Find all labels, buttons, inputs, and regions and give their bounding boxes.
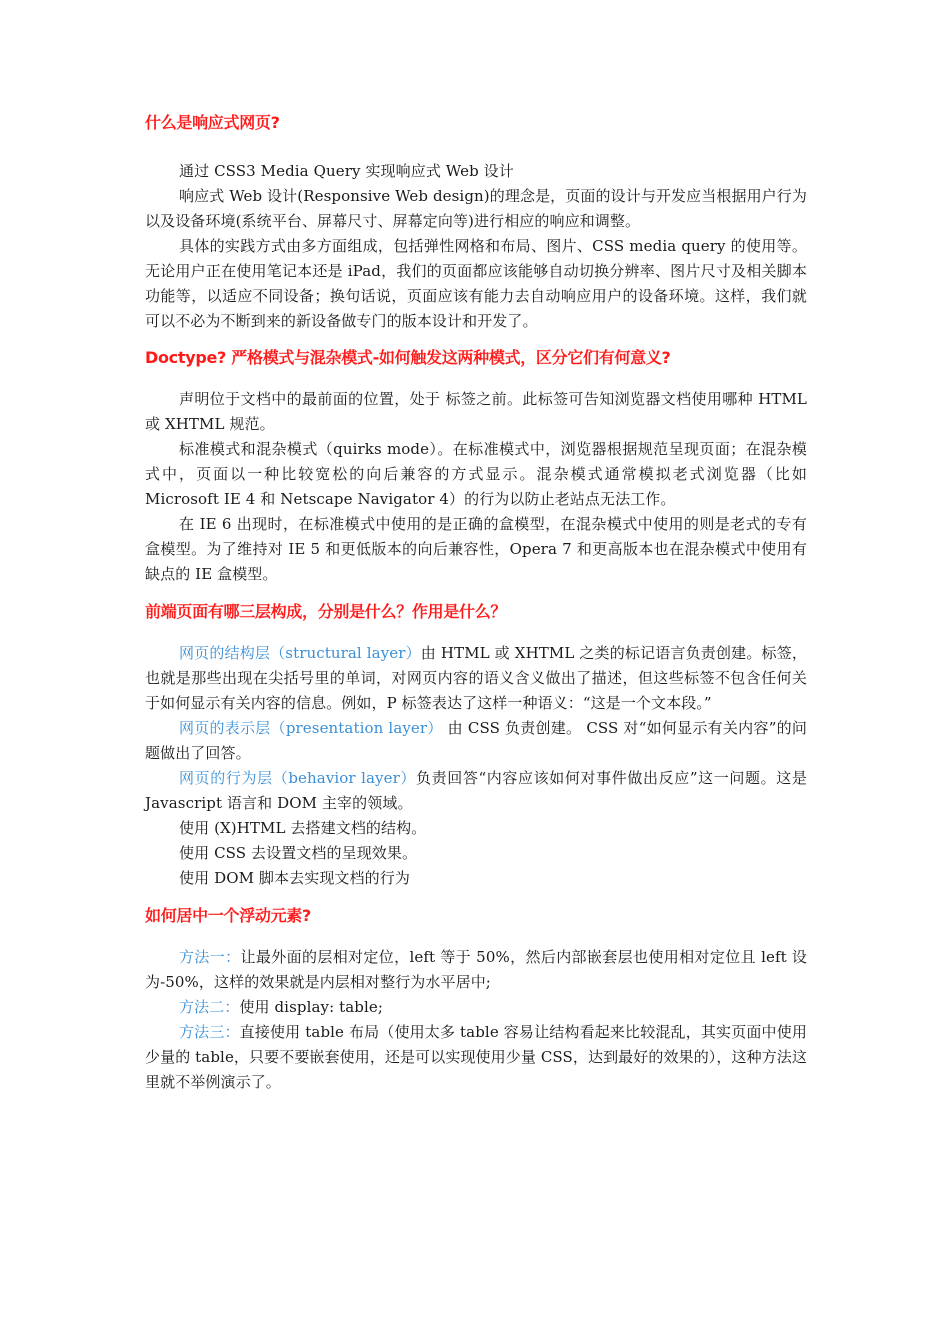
paragraph-text: 由 CSS 负责创建。 CSS 对“如何显示有关内容”的问题做出了回答。	[145, 719, 807, 762]
paragraph-text: 直接使用 table 布局（使用太多 table 容易让结构看起来比较混乱，其实页面中使用少量的 table，只要不要嵌套使用，还是可以实现使用少量 CSS，达到最好的效果的），这种方法这里就不举例演示了。	[145, 1023, 807, 1091]
behavior-layer-term: 网页的行为层（behavior layer）	[179, 769, 416, 787]
paragraph: 在 IE 6 出现时，在标准模式中使用的是正确的盒模型，在混杂模式中使用的则是老式的专有盒模型。为了维持对 IE 5 和更低版本的向后兼容性，Opera 7 和更高版本也在混杂模式中使用有缺点的 IE 盒模型。	[145, 515, 807, 583]
paragraph	[145, 945, 807, 995]
paragraph	[145, 1020, 807, 1095]
paragraph: 使用 DOM 脚本去实现文档的行为	[179, 869, 410, 887]
paragraph	[145, 766, 807, 816]
paragraph: 响应式 Web 设计(Responsive Web design)的理念是，页面的设计与开发应当根据用户行为以及设备环境(系统平台、屏幕尺寸、屏幕定向等)进行相应的响应和调整。	[145, 187, 807, 230]
section-body-layers	[145, 641, 807, 891]
paragraph	[145, 995, 807, 1020]
paragraph	[145, 716, 807, 766]
paragraph: 使用 CSS 去设置文档的呈现效果。	[179, 844, 418, 862]
presentation-layer-term: 网页的表示层（presentation layer）	[179, 719, 443, 737]
method-three-label: 方法三：	[179, 1023, 240, 1041]
paragraph-text: 负责回答“内容应该如何对事件做出反应”这一问题。这是 Javascript 语言和 DOM 主宰的领域。	[145, 769, 807, 812]
section-heading-center-float: 如何居中一个浮动元素?	[145, 906, 311, 925]
document-page	[145, 108, 807, 1095]
paragraph-text: 由 HTML 或 XHTML 之类的标记语言负责创建。标签，也就是那些出现在尖括号里的单词，对网页内容的语义含义做出了描述，但这些标签不包含任何关于如何显示有关内容的信息。例如，P 标签表达了这样一种语义：“这是一个文本段。”	[145, 644, 807, 712]
method-one-label: 方法一：	[179, 948, 241, 966]
section-body-doctype	[145, 387, 807, 587]
paragraph: 具体的实践方式由多方面组成，包括弹性网格和布局、图片、CSS media query 的使用等。无论用户正在使用笔记本还是 iPad，我们的页面都应该能够自动切换分辨率、图片尺寸及相关脚本功能等，以适应不同设备；换句话说，页面应该有能力去自动响应用户的设备环境。这样，我们就可以不必为不断到来的新设备做专门的版本设计和开发了。	[145, 237, 807, 330]
section-body-responsive	[145, 159, 807, 334]
paragraph-text: 让最外面的层相对定位，left 等于 50%，然后内部嵌套层也使用相对定位且 left 设为-50%，这样的效果就是内层相对整行为水平居中;	[145, 948, 807, 991]
section-heading-layers: 前端页面有哪三层构成，分别是什么？作用是什么？	[145, 602, 507, 621]
structural-layer-term: 网页的结构层（structural layer）	[179, 644, 421, 662]
method-two-label: 方法二：	[179, 998, 240, 1016]
section-body-center-float	[145, 945, 807, 1095]
paragraph	[145, 641, 807, 716]
section-heading-responsive: 什么是响应式网页?	[145, 113, 280, 132]
paragraph: 通过 CSS3 Media Query 实现响应式 Web 设计	[179, 162, 514, 180]
paragraph-text: 使用 display: table;	[239, 998, 384, 1016]
paragraph: 声明位于文档中的最前面的位置，处于 标签之前。此标签可告知浏览器文档使用哪种 HTML 或 XHTML 规范。	[145, 390, 807, 433]
paragraph: 标准模式和混杂模式（quirks mode）。在标准模式中，浏览器根据规范呈现页面；在混杂模式中，页面以一种比较宽松的向后兼容的方式显示。混杂模式通常模拟老式浏览器（比如 Microsoft IE 4 和 Netscape Navigator 4）的行为以防止老站点无法工作。	[145, 440, 807, 508]
paragraph: 使用 (X)HTML 去搭建文档的结构。	[179, 819, 427, 837]
section-heading-doctype: Doctype? 严格模式与混杂模式-如何触发这两种模式，区分它们有何意义?	[145, 348, 671, 367]
